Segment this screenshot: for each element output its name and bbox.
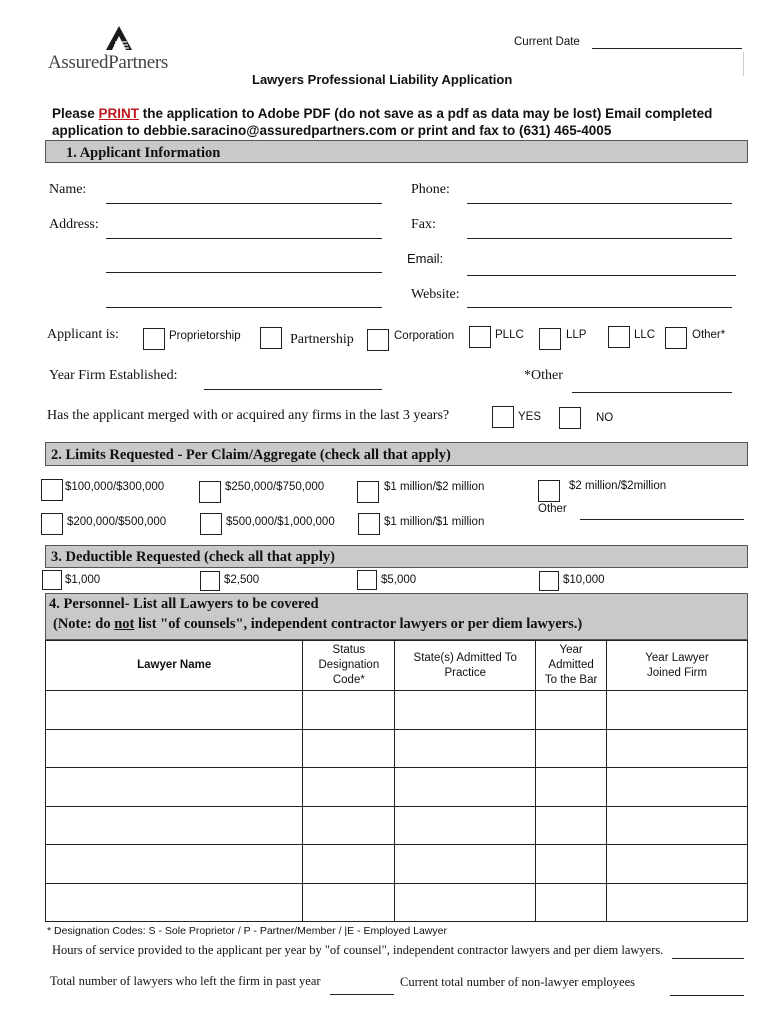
limit-500k-1m-label: $500,000/$1,000,000 (226, 516, 335, 528)
lawyer-name-cell[interactable] (46, 806, 303, 845)
header-frame-right (743, 52, 744, 76)
phone-label: Phone: (411, 182, 450, 197)
limit-1m-1m-label: $1 million/$1 million (384, 516, 485, 528)
section3-title: 3. Deductible Requested (check all that apply) (51, 549, 335, 565)
limit-100k-300k-label: $100,000/$300,000 (65, 481, 165, 493)
year-admitted-cell[interactable] (536, 883, 607, 922)
states-admitted-cell[interactable] (395, 729, 536, 768)
merger-no-label: NO (596, 412, 614, 424)
states-admitted-cell[interactable] (395, 845, 536, 884)
limit-500k-1m-checkbox[interactable] (200, 513, 222, 535)
pllc-label: PLLC (495, 329, 524, 341)
merger-yes-checkbox[interactable] (492, 406, 514, 428)
corporation-checkbox[interactable] (367, 329, 389, 351)
section4-note-post: list "of counsels", independent contractor lawyers or per diem lawyers.) (134, 616, 583, 632)
lawyer-name-cell[interactable] (46, 729, 303, 768)
limit-250k-750k-label: $250,000/$750,000 (225, 481, 325, 493)
status-code-cell[interactable] (303, 806, 395, 845)
corporation-label: Corporation (394, 330, 455, 342)
section1-header (45, 140, 748, 163)
deductible-10000-label: $10,000 (563, 574, 605, 586)
page-title: Lawyers Professional Liability Application (252, 72, 513, 87)
hours-field[interactable] (672, 958, 744, 959)
limit-200k-500k-checkbox[interactable] (41, 513, 63, 535)
table-row (46, 883, 748, 922)
year-joined-cell[interactable] (607, 883, 748, 922)
llc-checkbox[interactable] (608, 326, 630, 348)
status-code-cell[interactable] (303, 729, 395, 768)
status-code-cell[interactable] (303, 768, 395, 807)
section4-note-pre: (Note: do (53, 616, 115, 632)
logo (48, 26, 193, 76)
states-admitted-cell[interactable] (395, 768, 536, 807)
year-established-label: Year Firm Established: (49, 368, 178, 383)
merger-no-checkbox[interactable] (559, 407, 581, 429)
fax-label: Fax: (411, 217, 436, 232)
proprietorship-label: Proprietorship (169, 330, 241, 342)
year-joined-cell[interactable] (607, 845, 748, 884)
col-lawyer-name: Lawyer Name (46, 641, 303, 691)
address-field-3[interactable] (106, 307, 382, 308)
limit-other-label: Other (538, 503, 567, 515)
email-field[interactable] (467, 275, 736, 276)
states-admitted-cell[interactable] (395, 806, 536, 845)
phone-field[interactable] (467, 203, 732, 204)
limit-250k-750k-checkbox[interactable] (199, 481, 221, 503)
section2-title: 2. Limits Requested - Per Claim/Aggregate (check all that apply) (51, 447, 451, 463)
table-row (46, 806, 748, 845)
instructions-line-1 (52, 105, 752, 122)
year-admitted-cell[interactable] (536, 845, 607, 884)
limit-200k-500k-label: $200,000/$500,000 (67, 516, 167, 528)
limit-1m-2m-label: $1 million/$2 million (384, 481, 485, 493)
designation-codes-note: * Designation Codes: S - Sole Proprietor / P - Partner/Member / |E - Employed Lawyer (47, 925, 447, 937)
llp-label: LLP (566, 329, 587, 341)
name-label: Name: (49, 182, 87, 197)
pllc-checkbox[interactable] (469, 326, 491, 348)
table-row (46, 729, 748, 768)
table-row (46, 691, 748, 730)
lawyers-left-field[interactable] (330, 994, 394, 995)
deductible-1000-checkbox[interactable] (42, 570, 62, 590)
lawyers-table-header (46, 641, 748, 691)
year-joined-cell[interactable] (607, 729, 748, 768)
other-entity-checkbox[interactable] (665, 327, 687, 349)
section2-header (45, 442, 748, 466)
partnership-checkbox[interactable] (260, 327, 282, 349)
col-status-code: Status Designation Code* (303, 641, 395, 691)
deductible-2500-label: $2,500 (224, 574, 260, 586)
limit-other-field[interactable] (580, 519, 744, 520)
lawyer-name-cell[interactable] (46, 768, 303, 807)
lawyers-left-label: Total number of lawyers who left the firm in past year (50, 974, 321, 988)
address-field-2[interactable] (106, 272, 382, 273)
deductible-2500-checkbox[interactable] (200, 571, 220, 591)
instructions-text-cont: the application to Adobe PDF (do not save as a pdf as data may be lost) Email completed (139, 106, 713, 121)
col-year-admitted: Year Admitted To the Bar (536, 641, 607, 691)
merger-yes-label: YES (518, 411, 542, 423)
year-established-field[interactable] (204, 389, 382, 390)
limit-2m-2m-label: $2 million/$2million (569, 480, 667, 492)
states-admitted-cell[interactable] (395, 883, 536, 922)
website-label: Website: (411, 287, 460, 302)
section4-header (45, 593, 748, 640)
instructions (52, 105, 752, 139)
llp-checkbox[interactable] (539, 328, 561, 350)
year-joined-cell[interactable] (607, 768, 748, 807)
address-field-1[interactable] (106, 238, 382, 239)
website-field[interactable] (467, 307, 732, 308)
nonlawyer-field[interactable] (670, 995, 744, 996)
table-row (46, 845, 748, 884)
deductible-10000-checkbox[interactable] (539, 571, 559, 591)
email-label: Email: (407, 251, 444, 266)
print-word: PRINT (98, 106, 140, 121)
section1-title: 1. Applicant Information (66, 145, 221, 161)
status-code-cell[interactable] (303, 883, 395, 922)
limit-2m-2m-checkbox[interactable] (538, 480, 560, 502)
applicant-is-label: Applicant is: (47, 327, 119, 342)
other-description-label: *Other (524, 368, 563, 383)
lawyer-name-cell[interactable] (46, 691, 303, 730)
section4-note-not: not (114, 616, 135, 632)
lawyer-name-cell[interactable] (46, 845, 303, 884)
col-states-admitted: State(s) Admitted To Practice (395, 641, 536, 691)
assuredpartners-logo-mark-icon (106, 26, 132, 50)
address-label: Address: (49, 217, 99, 232)
current-date-field[interactable] (592, 48, 742, 49)
lawyers-table (45, 640, 748, 922)
limit-1m-2m-checkbox[interactable] (357, 481, 379, 503)
proprietorship-checkbox[interactable] (143, 328, 165, 350)
year-joined-cell[interactable] (607, 691, 748, 730)
status-code-cell[interactable] (303, 845, 395, 884)
company-name: AssuredPartners (48, 52, 169, 73)
states-admitted-cell[interactable] (395, 691, 536, 730)
nonlawyer-label: Current total number of non-lawyer employees (400, 975, 635, 989)
llc-label: LLC (634, 329, 656, 341)
year-admitted-cell[interactable] (536, 729, 607, 768)
section4-note (49, 616, 747, 633)
section3-header (45, 545, 748, 568)
year-admitted-cell[interactable] (536, 806, 607, 845)
col-year-joined: Year Lawyer Joined Firm (607, 641, 748, 691)
limit-100k-300k-checkbox[interactable] (41, 479, 63, 501)
name-field[interactable] (106, 203, 382, 204)
other-entity-label: Other* (692, 329, 726, 341)
fax-field[interactable] (467, 238, 732, 239)
lawyer-name-cell[interactable] (46, 883, 303, 922)
table-row (46, 768, 748, 807)
deductible-5000-label: $5,000 (381, 574, 417, 586)
current-date-label: Current Date (514, 36, 580, 48)
year-admitted-cell[interactable] (536, 691, 607, 730)
deductible-1000-label: $1,000 (65, 574, 101, 586)
partnership-label: Partnership (290, 332, 354, 347)
other-description-field[interactable] (572, 392, 732, 393)
instructions-text: Please (52, 106, 99, 121)
status-code-cell[interactable] (303, 691, 395, 730)
instructions-line-2: application to debbie.saracino@assuredpartners.com or print and fax to (631) 465-4005 (52, 123, 612, 138)
year-joined-cell[interactable] (607, 806, 748, 845)
limit-1m-1m-checkbox[interactable] (358, 513, 380, 535)
deductible-5000-checkbox[interactable] (357, 570, 377, 590)
section4-title: 4. Personnel- List all Lawyers to be covered (49, 596, 319, 612)
merger-question: Has the applicant merged with or acquired any firms in the last 3 years? (47, 408, 450, 423)
year-admitted-cell[interactable] (536, 768, 607, 807)
hours-question: Hours of service provided to the applicant per year by "of counsel", independent contractor lawyers and per diem lawyers. (52, 943, 664, 957)
